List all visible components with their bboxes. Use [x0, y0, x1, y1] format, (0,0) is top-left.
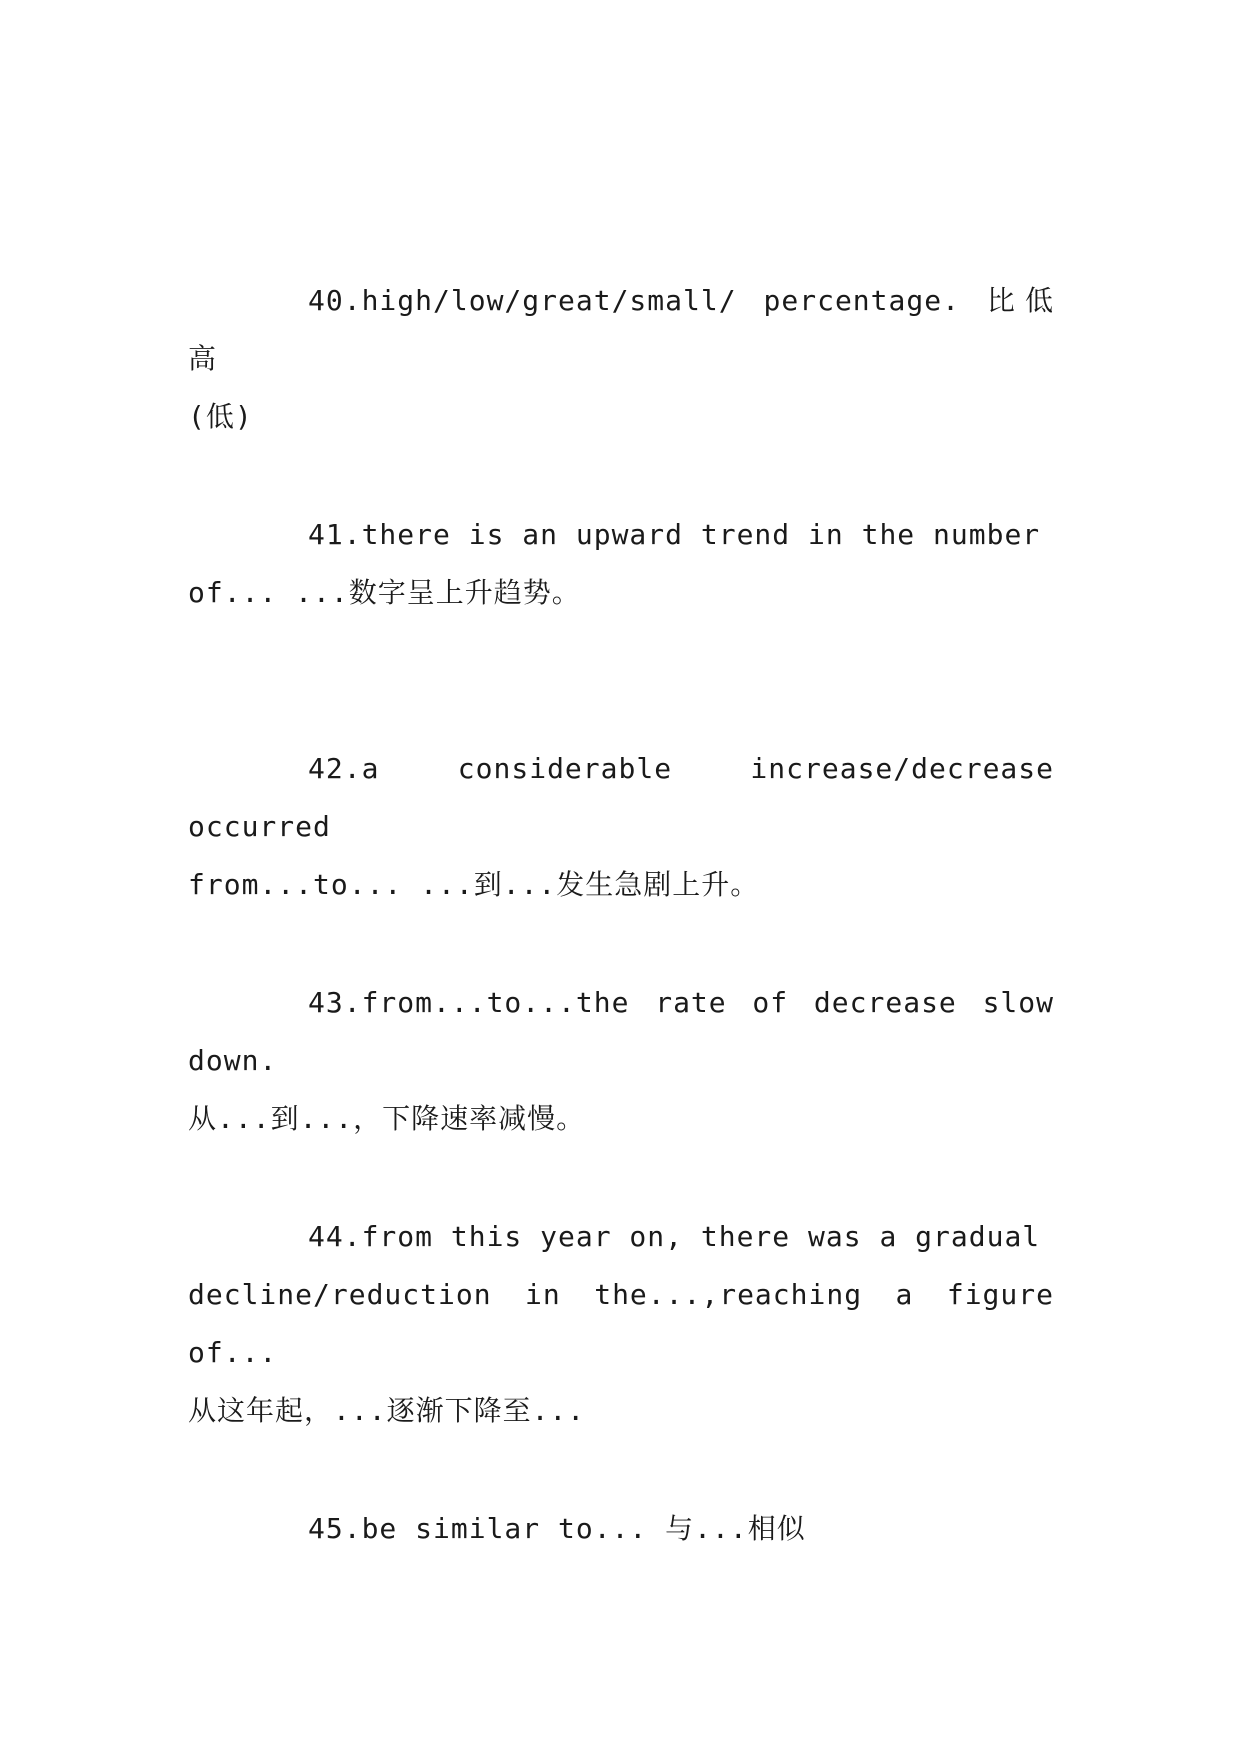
- entry-40-line-2: (低): [188, 400, 253, 433]
- entry-43: [188, 974, 1054, 1148]
- entry-41-line-1: 41.there is an upward trend in the number: [308, 518, 1041, 551]
- entry-41: [188, 506, 1054, 622]
- entry-43-line-1: 43.from...to...the rate of decrease slow down.: [188, 986, 1054, 1077]
- entry-42-line-2: from...to... ...到...发生急剧上升。: [188, 868, 760, 901]
- entry-41-line-2: of... ...数字呈上升趋势。: [188, 576, 581, 609]
- entry-45: [188, 1500, 1054, 1558]
- entry-43-line-2: 从...到...，下降速率减慢。: [188, 1102, 586, 1135]
- entry-42-line-1: 42.a considerable increase/decrease occurred: [188, 752, 1054, 843]
- entry-44-line-3: 从这年起，...逐渐下降至...: [188, 1394, 586, 1427]
- entry-45-line-1: 45.be similar to... 与...相似: [308, 1512, 806, 1545]
- entry-40-line-1: 40.high/low/great/small/ percentage. 比低高: [188, 284, 1054, 375]
- entry-44-line-2: decline/reduction in the...,reaching a figure of...: [188, 1278, 1054, 1369]
- entry-40: [188, 272, 1054, 446]
- entry-44: [188, 1208, 1054, 1440]
- entry-42: [188, 740, 1054, 914]
- entry-44-line-1: 44.from this year on, there was a gradual: [308, 1220, 1041, 1253]
